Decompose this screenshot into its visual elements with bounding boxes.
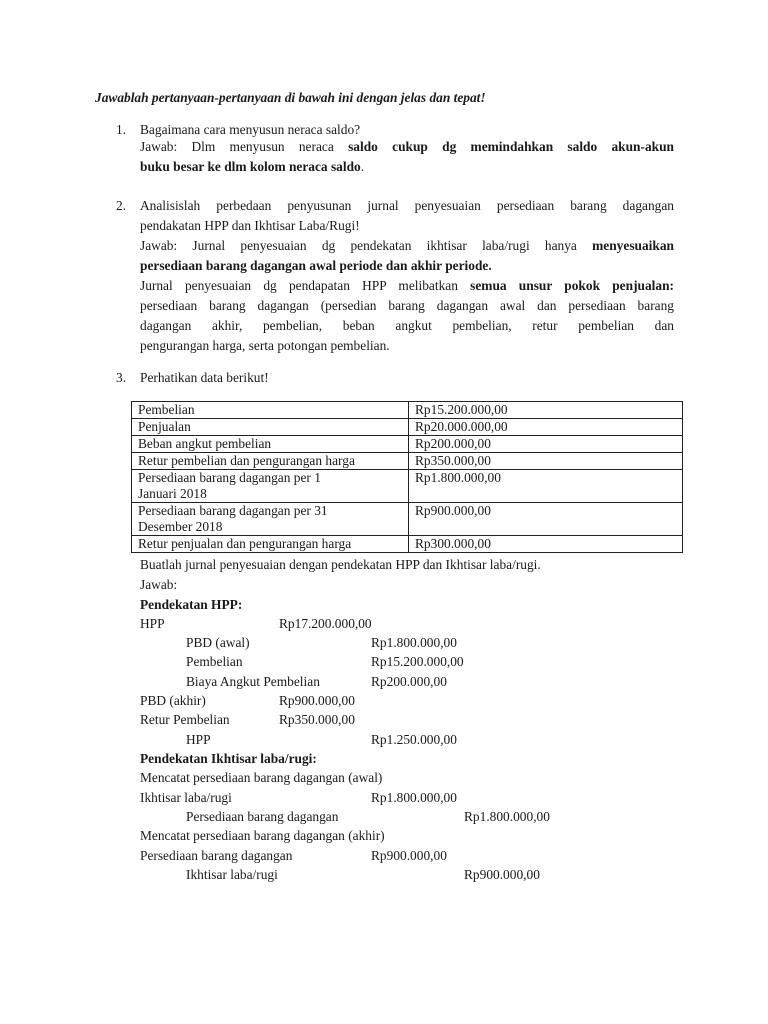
table-cell-value: Rp900.000,00: [409, 503, 683, 536]
q2-answer-a-bold-2: persediaan barang dagangan awal periode dan akhir periode.: [140, 258, 492, 273]
q2-answer-b-prefix: Jurnal penyesuaian dg pendapatan HPP melibatkan: [140, 278, 458, 293]
ikhtisar-row-label: Ikhtisar laba/rugi: [186, 867, 278, 882]
q2-body: [140, 196, 674, 356]
q2-question-line-2: pendakatan HPP dan Ikhtisar Laba/Rugi!: [140, 218, 360, 233]
table-cell-label: Beban angkut pembelian: [132, 436, 409, 453]
q3-intro: Perhatikan data berikut!: [140, 370, 269, 385]
table-cell-label: Retur pembelian dan pengurangan harga: [132, 453, 409, 470]
hpp-title: Pendekatan HPP:: [140, 597, 243, 612]
q3-task: Buatlah jurnal penyesuaian dengan pendekatan HPP dan Ikhtisar laba/rugi.: [140, 557, 541, 572]
table-row: [132, 436, 683, 453]
q2-answer-a-bold-1: menyesuaikan: [592, 238, 674, 253]
table-cell-value: Rp200.000,00: [409, 436, 683, 453]
q1-answer-bold-1: saldo cukup dg memindahkan saldo akun-akun: [348, 139, 674, 154]
q2-number: 2.: [116, 198, 127, 213]
ikhtisar-row-debit: Rp1.800.000,00: [371, 790, 457, 805]
hpp-row-label: PBD (awal): [186, 635, 250, 650]
q1-answer: [140, 137, 674, 177]
ikhtisar-row-label: Persediaan barang dagangan: [140, 848, 293, 863]
hpp-row-label: HPP: [186, 732, 211, 747]
q2-answer-b-line-3: dagangan akhir, pembelian, beban angkut pembelian, retur pembelian dan: [140, 318, 674, 333]
hpp-row-label: HPP: [140, 616, 165, 631]
q1-question: Bagaimana cara menyusun neraca saldo?: [140, 122, 361, 137]
table-cell-label: Pembelian: [132, 402, 409, 419]
table-cell-value: Rp1.800.000,00: [409, 470, 683, 503]
hpp-row-label: Pembelian: [186, 654, 243, 669]
hpp-row-value: Rp1.250.000,00: [371, 732, 457, 747]
table-row: [132, 419, 683, 436]
q3-number: 3.: [116, 370, 127, 385]
table-cell-value: Rp15.200.000,00: [409, 402, 683, 419]
q2-answer-a-prefix: Jawab: Jurnal penyesuaian dg pendekatan ikhtisar laba/rugi hanya: [140, 238, 577, 253]
hpp-row-label: Retur Pembelian: [140, 712, 230, 727]
instructions-heading: Jawablah pertanyaan-pertanyaan di bawah ini dengan jelas dan tepat!: [95, 90, 486, 105]
table-cell-label-line-2: Desember 2018: [138, 519, 223, 534]
q1-answer-bold-2: buku besar ke dlm kolom neraca saldo: [140, 159, 361, 174]
ikhtisar-row-label: Persediaan barang dagangan: [186, 809, 339, 824]
table-cell-value: Rp350.000,00: [409, 453, 683, 470]
ikhtisar-row-debit: Rp900.000,00: [371, 848, 447, 863]
hpp-row-value: Rp15.200.000,00: [371, 654, 464, 669]
table-row: [132, 503, 683, 536]
hpp-row-value: Rp17.200.000,00: [279, 616, 372, 631]
ikhtisar-title: Pendekatan Ikhtisar laba/rugi:: [140, 751, 317, 766]
ikhtisar-note-akhir: Mencatat persediaan barang dagangan (akhir): [140, 828, 385, 843]
table-cell-label-line-1: Persediaan barang dagangan per 31: [138, 503, 328, 518]
q1-answer-prefix: Jawab: Dlm menyusun neraca: [140, 139, 334, 154]
table-row: [132, 536, 683, 553]
table-cell-value: Rp300.000,00: [409, 536, 683, 553]
q2-answer-b-line-4: pengurangan harga, serta potongan pembelian.: [140, 338, 390, 353]
table-cell-label: Retur penjualan dan pengurangan harga: [132, 536, 409, 553]
hpp-row-value: Rp200.000,00: [371, 674, 447, 689]
table-cell-label-line-2: Januari 2018: [138, 486, 207, 501]
q1-number: 1.: [116, 122, 127, 137]
table-cell-label-line-1: Persediaan barang dagangan per 1: [138, 470, 321, 485]
table-row: [132, 402, 683, 419]
ikhtisar-row-credit: Rp1.800.000,00: [464, 809, 550, 824]
data-table: [131, 401, 683, 553]
hpp-row-value: Rp1.800.000,00: [371, 635, 457, 650]
ikhtisar-row-credit: Rp900.000,00: [464, 867, 540, 882]
hpp-row-value: Rp350.000,00: [279, 712, 355, 727]
table-cell-value: Rp20.000.000,00: [409, 419, 683, 436]
q2-answer-b-bold: semua unsur pokok penjualan:: [470, 278, 674, 293]
ikhtisar-note-awal: Mencatat persediaan barang dagangan (awal): [140, 770, 383, 785]
table-cell-label: [132, 503, 409, 536]
q2-answer-b-line-2: persediaan barang dagangan (persedian barang dagangan awal dan persediaan barang: [140, 298, 674, 313]
table-cell-label: Penjualan: [132, 419, 409, 436]
table-row: [132, 470, 683, 503]
q2-question-line-1: Analisislah perbedaan penyusunan jurnal penyesuaian persediaan barang dagangan: [140, 198, 674, 213]
hpp-row-label: Biaya Angkut Pembelian: [186, 674, 320, 689]
hpp-row-value: Rp900.000,00: [279, 693, 355, 708]
hpp-row-label: PBD (akhir): [140, 693, 206, 708]
ikhtisar-row-label: Ikhtisar laba/rugi: [140, 790, 232, 805]
q1-answer-end: .: [360, 159, 365, 174]
table-cell-label: [132, 470, 409, 503]
q3-answer-label: Jawab:: [140, 577, 178, 592]
table-row: [132, 453, 683, 470]
